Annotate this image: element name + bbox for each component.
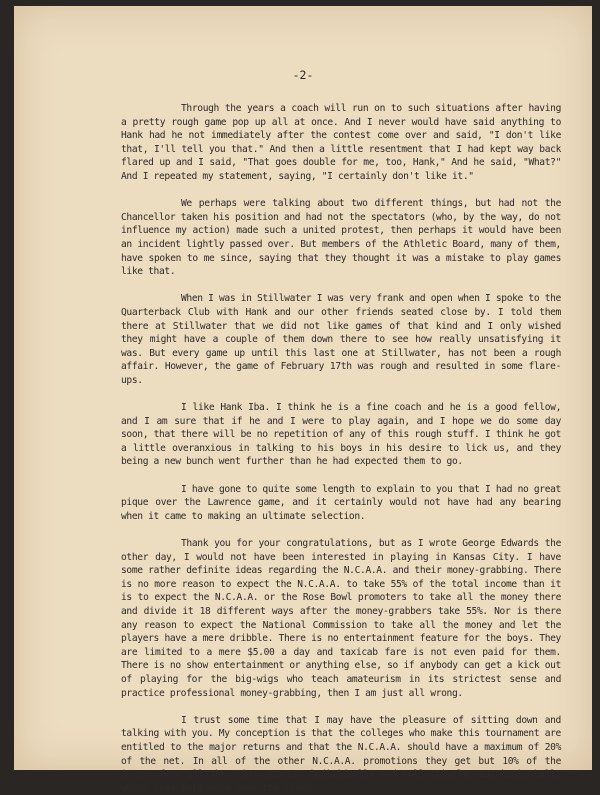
letter-body	[121, 102, 561, 795]
page-number: -2-	[292, 68, 314, 82]
paragraph: I trust some time that I may have the pleasure of sitting down and talking with you. My conception is that the colleges who make this tournament are entitled to the major returns and that the N.C.A.A. should have a maximum of 20% of the net. In all of the other N.C.A.A. promotions they get but 10% of the income from all the other sports, individually and collectively. But basketball, which they sold once down the river	[121, 714, 561, 794]
paragraph: Thank you for your congratulations, but as I wrote George Edwards the other day, I would not have been interested in playing in Kansas City. I have some rather definite ideas regarding the N.C.A.A. and their money-grabbing. There is no more reason to expect the N.C.A.A. to take 55% of the total income than it is to expect the N.C.A.A. or the Rose Bowl promoters to take all the money there and divide it 18 different ways after the money-grabbers take 55%. Nor is there any reason to expect the National Commission to take all the money and let the players have a mere dribble. There is no entertainment feature for the boys. They are limited to a mere $5.00 a day and taxicab fare is not even paid for them. There is no show entertainment or anything else, so if anybody can get a kick out of playing for the big-wigs who teach amateurism in its strictest sense and practice professional money-grabbing, then I am just all wrong.	[121, 538, 561, 699]
paragraph: Through the years a coach will run on to such situations after having a pretty rough game pop up all at once. And I never would have said anything to Hank had he not immediately after the contest come over and said, "I don't like that, I'll tell you that." And then a little resentment that I had kept way back flared up and I said, "That goes double for me, too, Hank," And he said, "What?" And I repeated my statement, saying, "I certainly don't like it."	[121, 103, 561, 182]
paragraph: I have gone to quite some length to explain to you that I had no great pique over the Lawrence game, and it certainly would not have had any bearing when it came to making an ultimate selection.	[121, 483, 561, 522]
paragraph: When I was in Stillwater I was very frank and open when I spoke to the Quarterback Club with Hank and our other friends seated close by. I told them there at Stillwater that we did not like games of that kind and I only wished they might have a couple of them down there to see how really unsatisfying it was. But every game up until this last one at Stillwater, has not been a rough affair. However, the game of February 17th was rough and resulted in some flare-ups.	[121, 293, 561, 386]
paragraph: I like Hank Iba. I think he is a fine coach and he is a good fellow, and I am sure that if he and I were to play again, and I hope we do some day soon, that there will be no repetition of any of this rough stuff. I think he got a little overanxious in talking to his boys in his desire to lick us, and they being a new bunch went further than he had expected them to go.	[121, 402, 561, 468]
letter-page	[14, 6, 592, 794]
paragraph: We perhaps were talking about two different things, but had not the Chancellor taken his position and had not the spectators (who, by the way, do not influence my action) made such a united protest, then perhaps it would have been an incident lightly passed over. But members of the Athletic Board, many of them, have spoken to me since, saying that they thought it was a mistake to play games like that.	[121, 198, 561, 278]
